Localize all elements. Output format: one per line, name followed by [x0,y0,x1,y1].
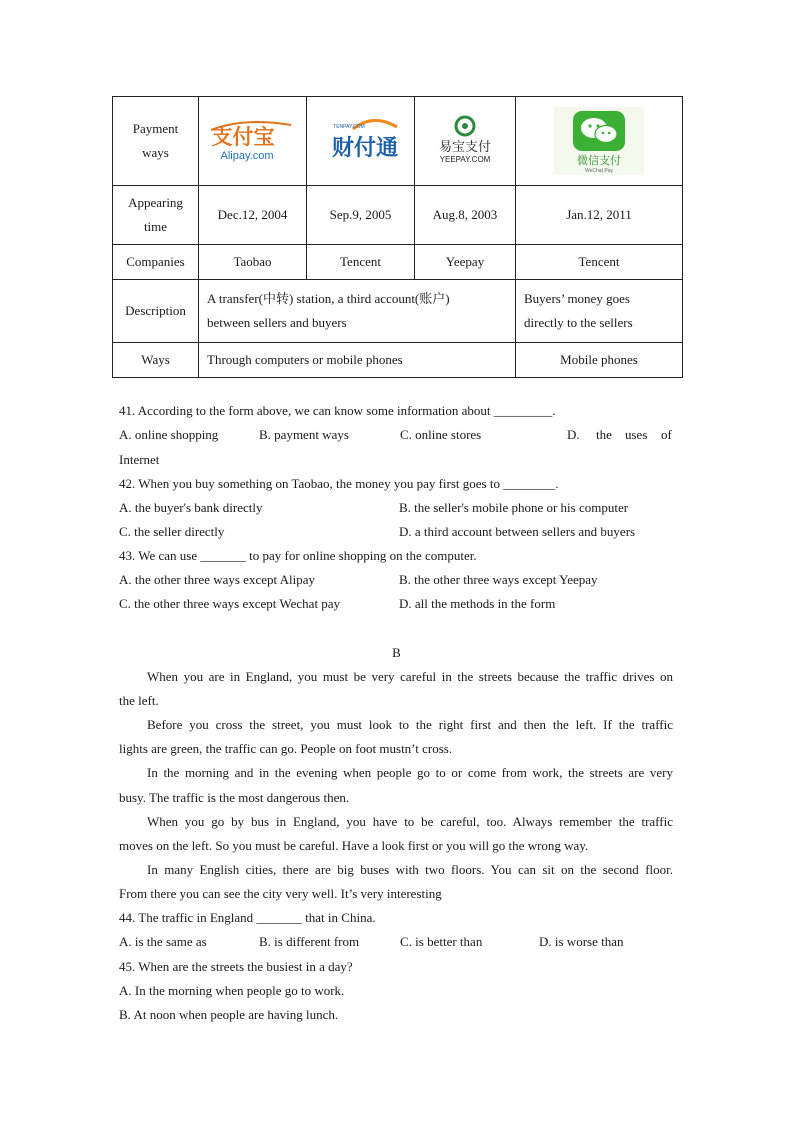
description-line: between sellers and buyers [207,315,347,330]
passage-line: moves on the left. So you must be careful. Have a look first or you will go the wrong way. [119,838,589,853]
passage-line: lights are green, the traffic can go. People on foot mustn’t cross. [119,741,453,756]
q43-option-c: C. the other three ways except Wechat pay [119,596,341,611]
q41-option-b: B. payment ways [259,427,349,442]
q41-option-d-word: the [596,427,612,442]
q41-option-d-word: of [661,427,672,442]
wechat-pay-cell [516,97,683,186]
passage-line: When you are in England, you must be very careful in the streets because the traffic drives on [147,669,673,684]
label-line: Appearing [128,195,183,210]
q43-option-a: A. the other three ways except Alipay [119,572,316,587]
description-line: directly to the sellers [524,315,633,330]
passage-line: the left. [119,693,159,708]
q41-option-c: C. online stores [400,427,482,442]
q42-option-b: B. the seller's mobile phone or his computer [399,500,629,515]
q45-option-b: B. At noon when people are having lunch. [119,1007,339,1022]
table-cell: Tencent [307,245,415,280]
q43-option-d: D. all the methods in the form [399,596,556,611]
q44-option-c: C. is better than [400,934,483,949]
question-41-stem: 41. According to the form above, we can know some information about _________. [119,403,556,418]
question-43-stem: 43. We can use _______ to pay for online shopping on the computer. [119,548,477,563]
q43-option-b: B. the other three ways except Yeepay [399,572,598,587]
table-cell: Dec.12, 2004 [199,186,307,245]
question-42-stem: 42. When you buy something on Taobao, the money you pay first goes to ________. [119,476,559,491]
alipay-cn-text: 支付宝 [211,125,274,149]
q42-option-d: D. a third account between sellers and buyers [399,524,636,539]
table-cell: Tencent [516,245,683,280]
tenpay-cn-text: 财付通 [331,136,398,161]
wechat-pay-logo-icon [554,107,644,175]
section-b-heading: B [392,645,401,660]
table-row-description [113,280,683,343]
row-label-payment-ways [113,97,199,186]
table-cell: Yeepay [415,245,516,280]
table-cell: Sep.9, 2005 [307,186,415,245]
question-45-stem: 45. When are the streets the busiest in a day? [119,959,353,974]
row-label-description: Description [113,280,199,343]
yeepay-cn-text: 易宝支付 [438,140,492,155]
passage-line: Before you cross the street, you must look to the right first and then the left. If the traffic [147,717,673,732]
row-label-companies: Companies [113,245,199,280]
passage-line: From there you can see the city very well. It’s very interesting [119,886,442,901]
question-44-stem: 44. The traffic in England _______ that in China. [119,910,376,925]
table-row-appearing-time [113,186,683,245]
description-left-cell [199,280,516,343]
passage-line: In many English cities, there are big buses with two floors. You can sit on the second floor. [147,862,673,877]
ways-right-cell: Mobile phones [516,343,683,378]
q45-option-a: A. In the morning when people go to work. [119,983,345,998]
alipay-cell [199,97,307,186]
table-cell: Taobao [199,245,307,280]
alipay-en-text: Alipay.com [220,150,273,162]
description-line: A transfer(中转) station, a third account(账户) [207,291,450,306]
q41-option-a: A. online shopping [119,427,219,442]
tenpay-logo-icon [313,111,409,171]
label-line: Payment [132,121,179,136]
table-row-ways [113,343,683,378]
yeepay-cell [415,97,516,186]
row-label-appearing-time [113,186,199,245]
passage-line: In the morning and in the evening when people go to or come from work, the streets are very [147,765,673,780]
table-row-companies [113,245,683,280]
label-line: time [143,219,168,234]
description-line: Buyers’ money goes [524,291,630,306]
q41-option-d-continued: Internet [119,452,160,467]
tenpay-cell [307,97,415,186]
q44-option-d: D. is worse than [539,934,624,949]
description-right-cell [516,280,683,343]
table-cell: Aug.8, 2003 [415,186,516,245]
q41-option-d-word: uses [625,427,648,442]
q44-option-b: B. is different from [259,934,360,949]
alipay-logo-icon [205,111,301,171]
tenpay-en-text: TENPAY.COM [332,124,365,130]
passage-line: When you go by bus in England, you have to be careful, too. Always remember the traffic [147,814,673,829]
yeepay-logo-icon [420,111,510,171]
q44-option-a: A. is the same as [119,934,207,949]
table-cell: Jan.12, 2011 [516,186,683,245]
q42-option-a: A. the buyer's bank directly [119,500,263,515]
wechat-cn-text: 微信支付 [577,154,621,167]
label-line: ways [142,145,169,160]
q41-option-d-label: D. [567,427,580,442]
table-row-payment-ways [113,97,683,186]
passage-line: busy. The traffic is the most dangerous then. [119,790,350,805]
q42-option-c: C. the seller directly [119,524,225,539]
payment-ways-table [112,96,683,378]
wechat-en-text: WeChat Pay [585,168,613,174]
ways-left-cell: Through computers or mobile phones [199,343,516,378]
yeepay-en-text: YEEPAY.COM [439,155,491,164]
row-label-ways: Ways [113,343,199,378]
